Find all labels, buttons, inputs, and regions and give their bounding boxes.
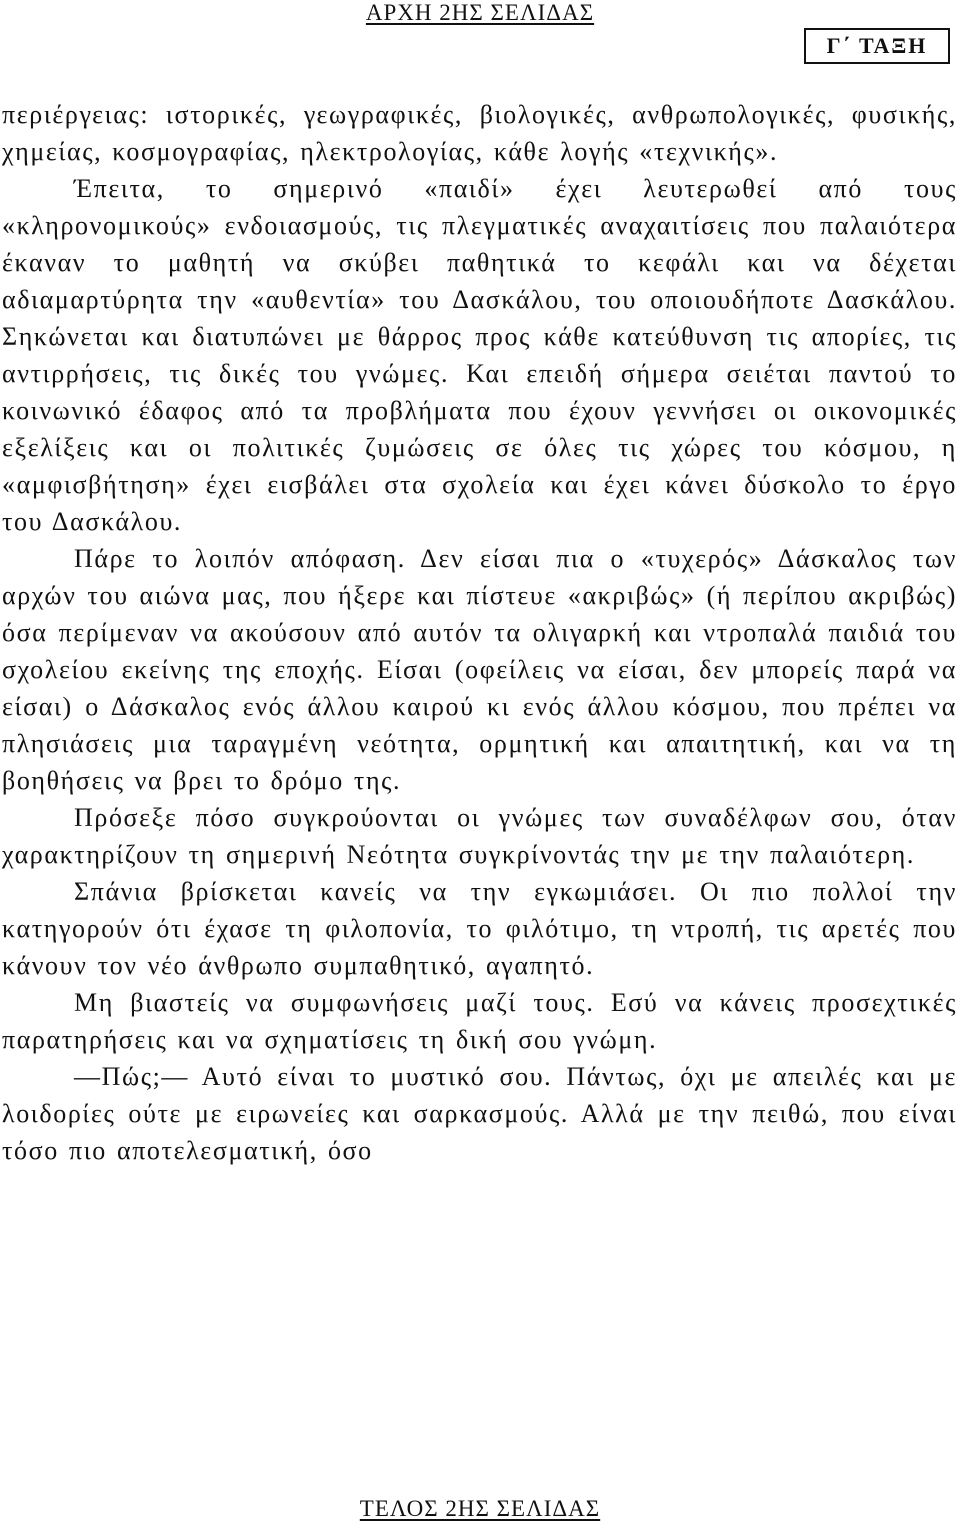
paragraph-4: Πρόσεξε πόσο συγκρούονται οι γνώμες των συναδέλφων σου, όταν χαρακτηρίζουν τη σημερινή Νεότητα συγκρίνοντάς την με την παλαιότερη. xyxy=(2,803,957,869)
paragraph-2: Έπειτα, το σημερινό «παιδί» έχει λευτερωθεί από τους «κληρονομικούς» ενδοιασμούς, τις πλεγματικές αναχαιτίσεις που παλαιότερα έκαναν το μαθητή να σκύβει παθητικά το κεφάλι και να δέχεται αδιαμαρτύρητα την «αυθεντία» του Δασκάλου, του οποιουδήποτε Δασκάλου. Σηκώνεται και διατυπώνει με θάρρος προς κάθε κατεύθυνση τις απορίες, τις αντιρρήσεις, τις δικές του γνώμες. Και επειδή σήμερα σειέται παντού το κοινωνικό έδαφος από τα προβλήματα που έχουν γεννήσει οι οικονομικές εξελίξεις και οι πολιτικές ζυμώσεις σε όλες τις χώρες του κόσμου, η «αμφισβήτηση» έχει εισβάλει στα σχολεία και έχει κάνει δύσκολο το έργο του Δασκάλου. xyxy=(2,174,957,536)
page-start-label: ΑΡΧΗ 2ΗΣ ΣΕΛΙΔΑΣ xyxy=(365,0,595,25)
page-end-label: ΤΕΛΟΣ 2ΗΣ ΣΕΛΙΔΑΣ xyxy=(359,1496,601,1521)
paragraph-5: Σπάνια βρίσκεται κανείς να την εγκωμιάσει. Οι πιο πολλοί την κατηγορούν ότι έχασε τη φιλοπονία, το φιλότιμο, τη ντροπή, τις αρετές που κάνουν τον νέο άνθρωπο συμπαθητικό, αγαπητό. xyxy=(2,877,957,980)
class-label: Γ΄ ΤΑΞΗ xyxy=(826,33,928,58)
class-label-box xyxy=(804,28,950,64)
paragraph-3: Πάρε το λοιπόν απόφαση. Δεν είσαι πια ο «τυχερός» Δάσκαλος των αρχών του αιώνα μας, που ήξερε και πίστευε «ακριβώς» (ή περίπου ακριβώς) όσα περίμεναν να ακούσουν από αυτόν τα ολιγαρκή και ντροπαλά παιδιά του σχολείου εκείνης της εποχής. Είσαι (οφείλεις να είσαι, δεν μπορείς παρά να είσαι) ο Δάσκαλος ενός άλλου καιρού κι ενός άλλου κόσμου, που πρέπει να πλησιάσεις μια ταραγμένη νεότητα, ορμητική και απαιτητική, και να τη βοηθήσεις να βρει το δρόμο της. xyxy=(2,544,957,795)
document-body xyxy=(2,96,957,1169)
page-footer xyxy=(0,1496,960,1526)
paragraph-6: Μη βιαστείς να συμφωνήσεις μαζί τους. Εσύ να κάνεις προσεχτικές παρατηρήσεις και να σχηματίσεις τη δική σου γνώμη. xyxy=(2,988,957,1054)
page-header xyxy=(0,0,960,26)
paragraph-1: περιέργειας: ιστορικές, γεωγραφικές, βιολογικές, ανθρωπολογικές, φυσικής, χημείας, κοσμογραφίας, ηλεκτρολογίας, κάθε λογής «τεχνικής». xyxy=(2,100,957,166)
paragraph-7: —Πώς;— Αυτό είναι το μυστικό σου. Πάντως, όχι με απειλές και με λοιδορίες ούτε με ειρωνείες και σαρκασμούς. Αλλά με την πειθώ, που είναι τόσο πιο αποτελεσματική, όσο xyxy=(2,1062,957,1165)
